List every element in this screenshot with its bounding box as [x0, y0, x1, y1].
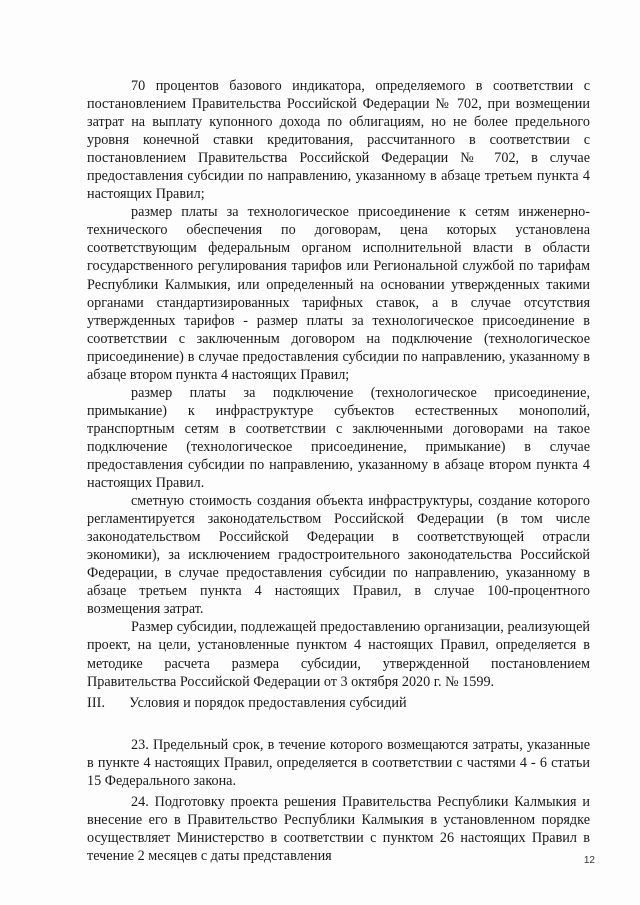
paragraph-connection-fee: размер платы за технологическое присоединение к сетям инженерно-технического обеспечения по договорам, цена которых установлена соответствующим федеральным органом исполнительной власти в области государственного регулирования тарифов или Региональной службой по тарифам Республики Калмыкия, или определенный на основании утвержденных такими органами стандартизированных тарифных ставок, а в случае отсутствия утвержденных тарифов - размер платы за технологическое присоединение в соответствии с заключенным договором на подключение (технологическое присоединение) в случае предоставления субсидии по направлению, указанному в абзаце втором пункта 4 настоящих Правил; [87, 204, 590, 383]
section-number: III. [87, 694, 106, 711]
section-title: Условия и порядок предоставления субсидий [129, 694, 407, 711]
paragraph-natural-monopolies: размер платы за подключение (технологическое присоединение, примыкание) к инфраструктуре субъектов естественных монополий, транспортным сетям в соответствии с заключенными договорами на такое подключение (технологическое присоединение, примыкание) в случае предоставления субсидии по направлению, указанному в абзаце втором пункта 4 настоящих Правил. [87, 384, 590, 492]
paragraph-subsidy-size: Размер субсидии, подлежащей предоставлению организации, реализующей проект, на цели, установленные пунктом 4 настоящих Правил, определяется в методике расчета размера субсидии, утвержденной постановлением Правительства Российской Федерации от 3 октября 2020 г. № 1599. [87, 619, 590, 690]
section-heading [87, 694, 590, 712]
paragraph-item-24: 24. Подготовку проекта решения Правительства Республики Калмыкия и внесение его в Правительство Республики Калмыкия в установленном порядке осуществляет Министерство в соответствии с пунктом 26 настоящих Правил в течение 2 месяцев с даты представления [87, 793, 590, 864]
document-body [87, 77, 590, 865]
paragraph-item-23: 23. Предельный срок, в течение которого возмещаются затраты, указанные в пункте 4 настоящих Правил, определяется в соответствии с частями 4 - 6 статьи 15 Федерального закона. [87, 736, 590, 789]
page-number: 12 [583, 855, 595, 866]
paragraph-base-indicator: 70 процентов базового индикатора, определяемого в соответствии с постановлением Правительства Российской Федерации № 702, при возмещении затрат на выплату купонного дохода по облигациям, но не более предельного уровня конечной ставки кредитования, рассчитанного в соответствии с постановлением Правительства Российской Федерации № 702, в случае предоставления субсидии по направлению, указанному в абзаце третьем пункта 4 настоящих Правил; [87, 78, 590, 203]
paragraph-estimated-cost: сметную стоимость создания объекта инфраструктуры, создание которого регламентируется законодательством Российской Федерации (в том числе законодательством Российской Федерации в соответствующей отрасли экономики), за исключением градостроительного законодательства Российской Федерации, в случае предоставления субсидии по направлению, указанному в абзаце третьем пункта 4 настоящих Правил, в случае 100-процентного возмещения затрат. [87, 493, 590, 618]
